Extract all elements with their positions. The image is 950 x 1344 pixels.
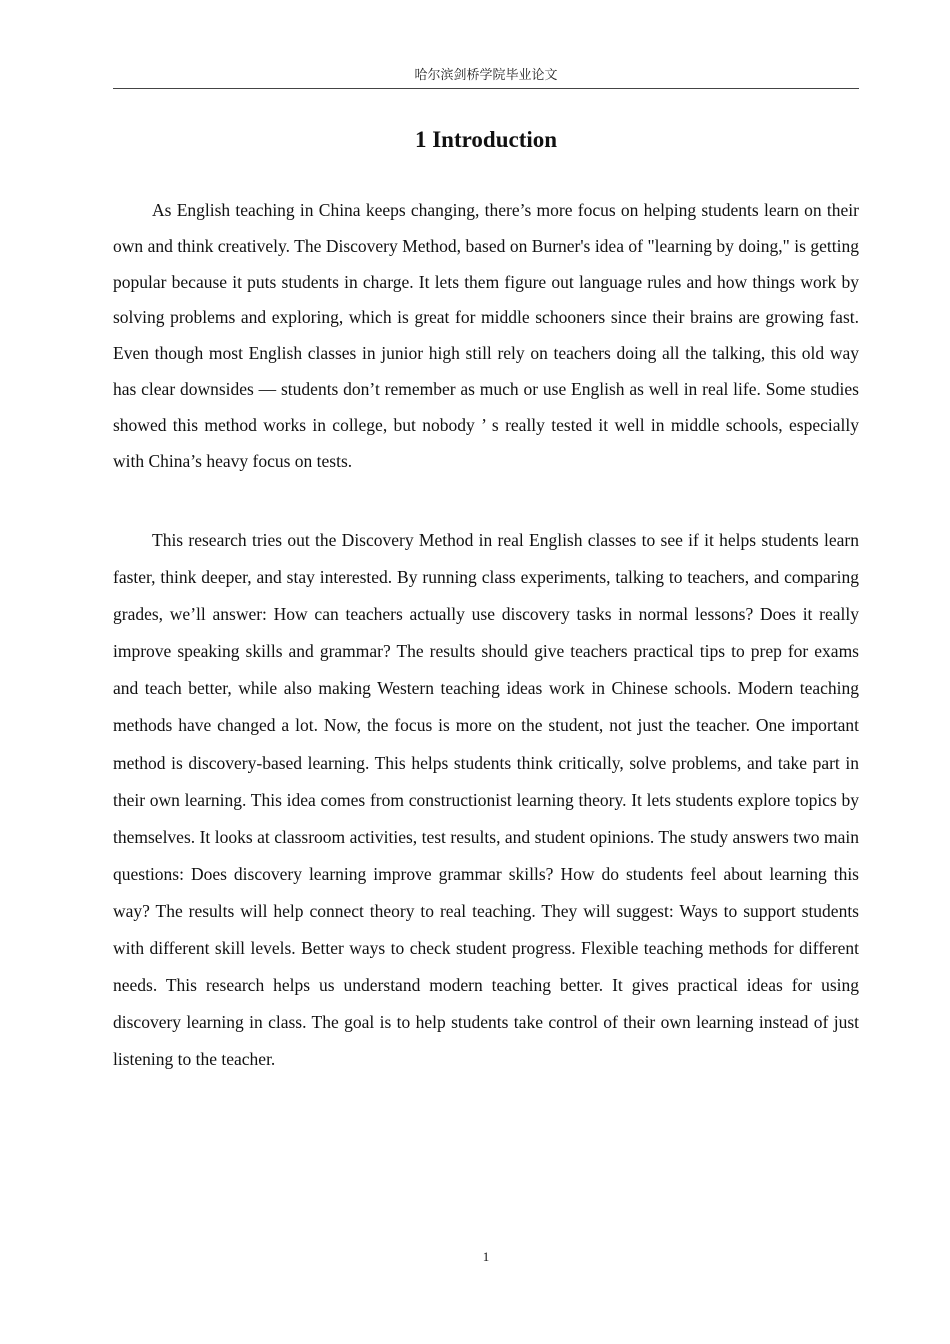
running-header: 哈尔滨剑桥学院毕业论文 bbox=[414, 67, 558, 82]
body-paragraph: As English teaching in China keeps changing, there’s more focus on helping students learn on their own and think creatively. The Discovery Method, based on Burner's idea of "learning by doing," is getting popular because it puts students in charge. It lets them figure out language rules and how things work by solving problems and exploring, which is great for middle schooners since their brains are growing fast. Even though most English classes in junior high still rely on teachers doing all the talking, this old way has clear downsides — students don’t remember as much or use English as well in real life. Some studies showed this method works in college, but nobody ’ s really tested it well in middle schools, especially with China’s heavy focus on tests. bbox=[113, 200, 859, 471]
page-number: 1 bbox=[482, 1249, 490, 1264]
chapter-title: 1 Introduction bbox=[414, 127, 558, 152]
body-paragraph: This research tries out the Discovery Method in real English classes to see if it helps students learn faster, think deeper, and stay interested. By running class experiments, talking to teachers, and comparing grades, we’ll answer: How can teachers actually use discovery tasks in normal lessons? Does it really improve speaking skills and grammar? The results should give teachers practical tips to prep for exams and teach better, while also making Western teaching ideas work in Chinese schools. Modern teaching methods have changed a lot. Now, the focus is more on the student, not just the teacher. One important method is discovery-based learning. This helps students think critically, solve problems, and take part in their own learning. This idea comes from constructionist learning theory. It lets students explore topics by themselves. It looks at classroom activities, test results, and student opinions. The study answers two main questions: Does discovery learning improve grammar skills? How do students feel about learning this way? The results will help connect theory to real teaching. They will suggest: Ways to support students with different skill levels. Better ways to check student progress. Flexible teaching methods for different needs. This research helps us understand modern teaching better. It gives practical ideas for using discovery learning in class. The goal is to help students take control of their own learning instead of just listening to the teacher. bbox=[113, 530, 859, 1070]
header-rule bbox=[113, 88, 859, 89]
